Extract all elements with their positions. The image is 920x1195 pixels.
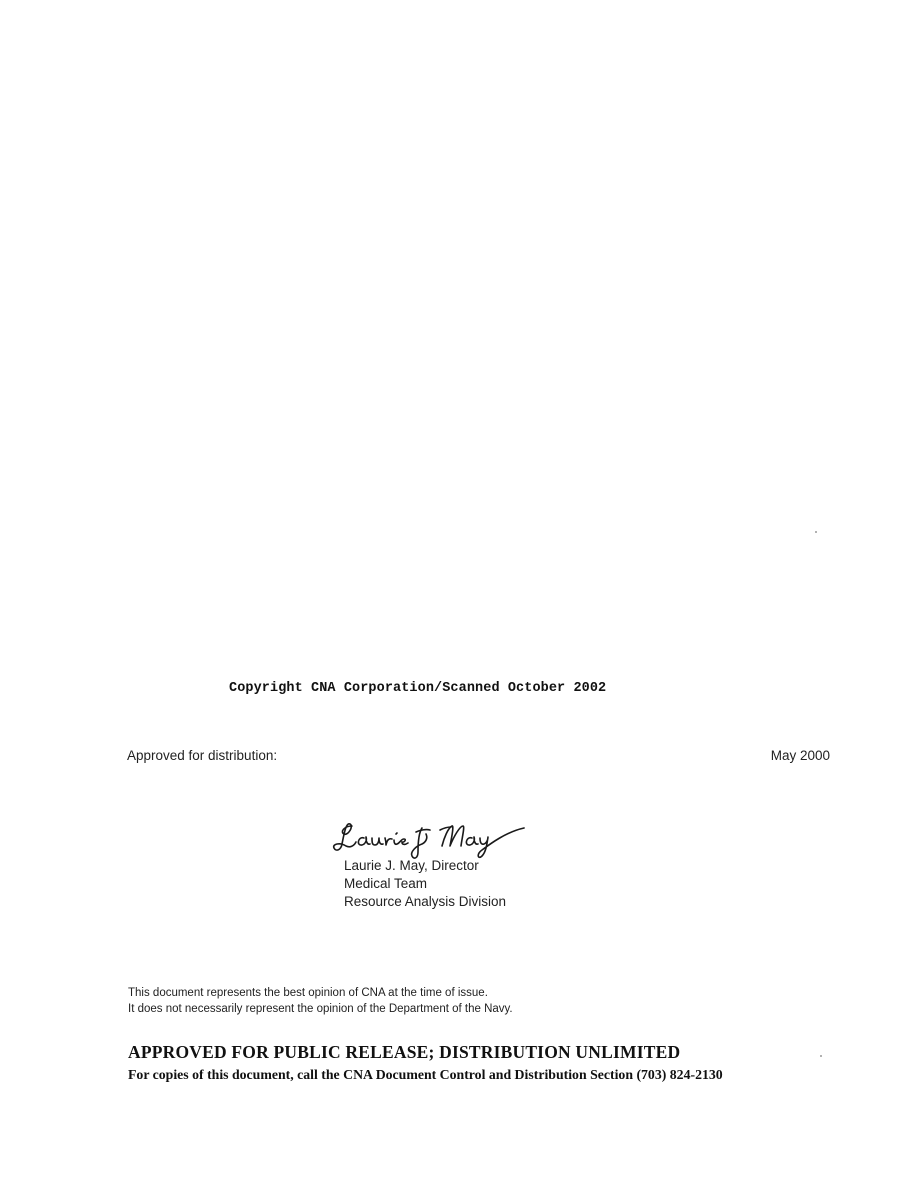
disclaimer-line-1: This document represents the best opinion of CNA at the time of issue. — [128, 987, 488, 999]
signatory-name-title: Laurie J. May, Director — [344, 858, 479, 873]
disclaimer-line-2: It does not necessarily represent the opinion of the Department of the Navy. — [128, 1002, 513, 1015]
approval-label: Approved for distribution: — [127, 748, 278, 763]
scan-speck — [820, 1055, 822, 1057]
signatory-block — [344, 857, 506, 911]
scan-speck — [815, 531, 817, 533]
signatory-team: Medical Team — [344, 876, 428, 891]
approval-date: May 2000 — [770, 748, 830, 763]
signatory-division: Resource Analysis Division — [344, 894, 507, 909]
release-heading: APPROVED FOR PUBLIC RELEASE; DISTRIBUTION UNLIMITED — [128, 1042, 681, 1062]
copyright-notice: Copyright CNA Corporation/Scanned October 2002 — [229, 681, 607, 696]
copies-contact-line: For copies of this document, call the CNA Document Control and Distribution Section (703) 824-2130 — [128, 1067, 723, 1082]
disclaimer-block — [128, 986, 513, 1017]
